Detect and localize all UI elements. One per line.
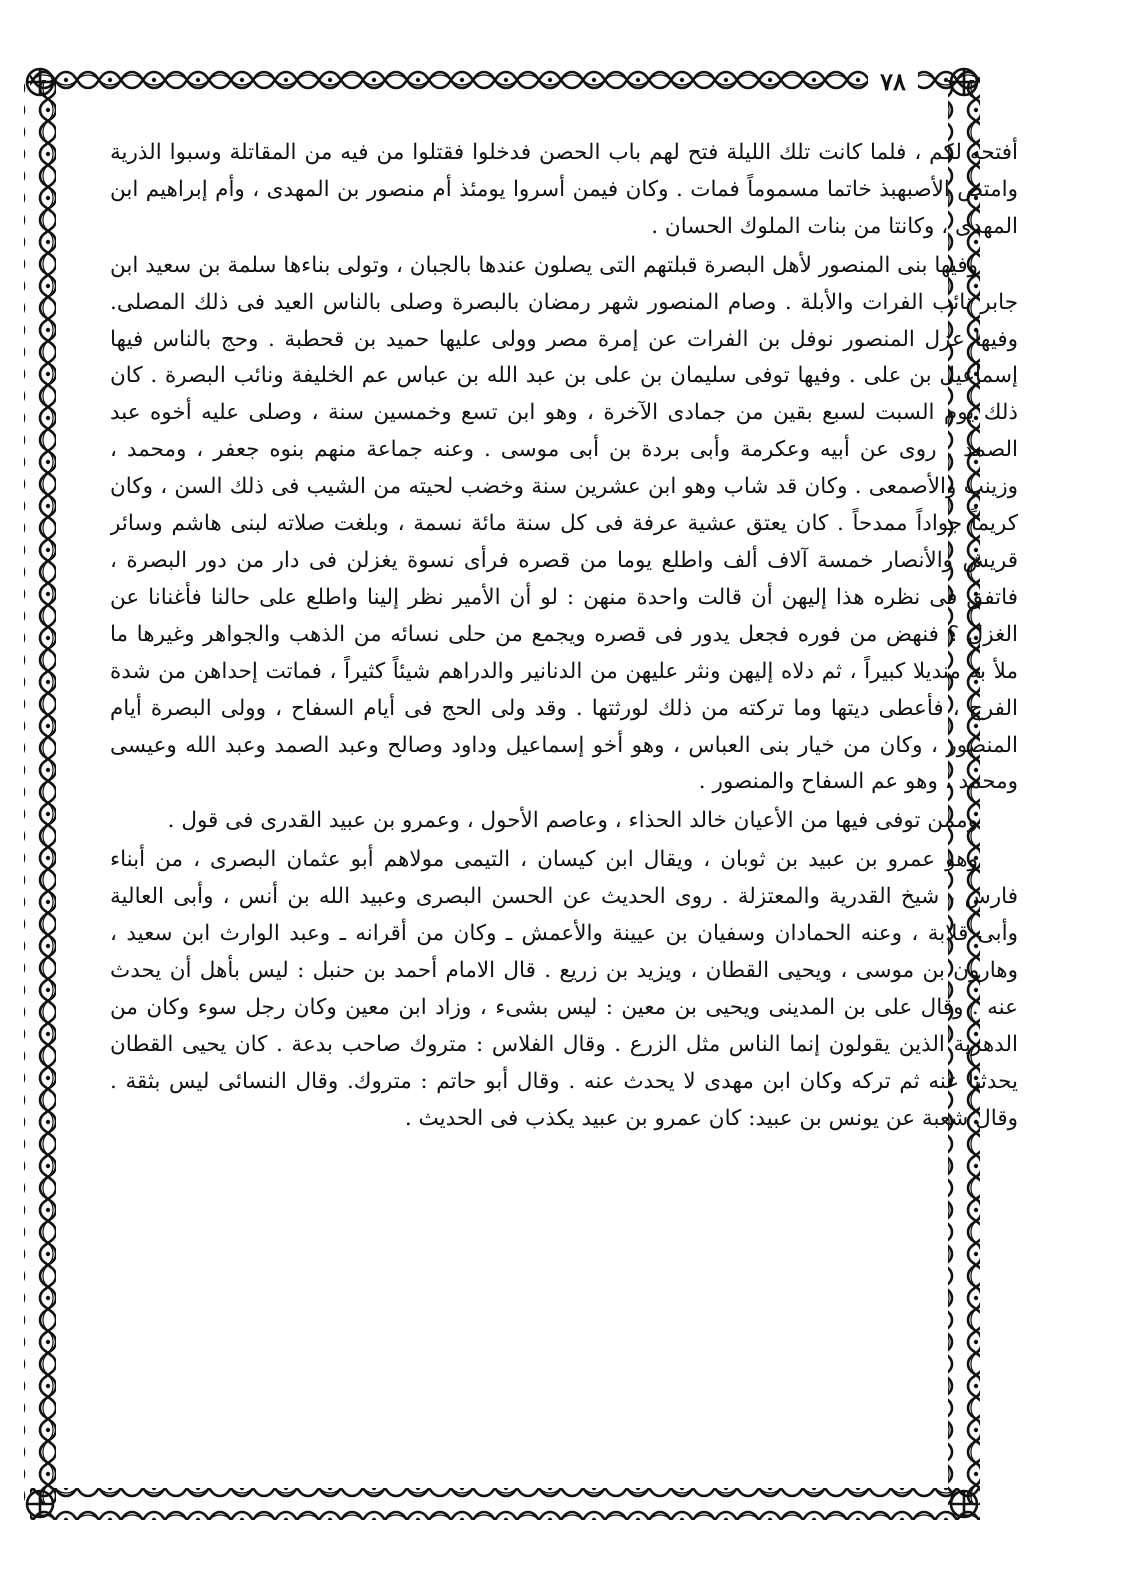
corner-knot-tl — [27, 69, 53, 95]
border-left — [24, 80, 56, 1505]
paragraph-3: وممن توفى فيها من الأعيان خالد الحذاء ، وعاصم الأحول ، وعمرو بن عبيد القدرى فى قول . — [167, 808, 978, 834]
border-top — [30, 66, 980, 98]
border-bottom — [30, 1488, 980, 1520]
paragraph-2: وفيها بنى المنصور لأهل البصرة قبلتهم التى يصلون عندها بالجبان ، وتولى بناءها سلمة بن سعيد ابن جابر نائب الفرات والأبلة . وصام المنصور شهر رمضان بالبصرة وصلى بالناس العيد فى ذلك المصلى. وفيها عزل المنصور نوفل بن الفرات عن إمرة مصر وولى عليها حميد بن قحطبة . وحج بالناس فيها إسماعيل بن على . وفيها توفى سليمان بن على بن عبد الله بن عباس عم الخليفة ونائب البصرة . كان ذلك يوم السبت لسبع بقين من جمادى الآخرة ، وهو ابن تسع وخمسين سنة ، وصلى عليه أخوه عبد الصمد . روى عن أبيه وعكرمة وأبى بردة بن أبى موسى . وعنه جماعة منهم بنوه جعفر ، ومحمد ، وزينب والأصمعى . وكان قد شاب وهو ابن عشرين سنة وخضب لحيته من الشيب فى ذلك السن ، وكان كريماً جواداً ممدحاً . كان يعتق عشية عرفة فى كل سنة مائة نسمة ، وبلغت صلاته لبنى هاشم وسائر قريش والأنصار خمسة آلاف ألف واطلع يوما من قصره فرأى نسوة يغزلن فى دار من دور البصرة ، فاتفق فى نظره هذا إليهن أن قالت واحدة منهن : لو أن الأمير نظر إلينا واطلع على حالنا فأغنانا عن الغزل ؟ فنهض من فوره فجعل يدور فى قصره ويجمع من حلى نسائه من الذهب والجواهر وغيرها ما ملأ به منديلا كبيراً ، ثم دلاه إليهن ونثر عليهن من الدنانير والدراهم شيئاً كثيراً ، فماتت إحداهن من شدة الفرح ، فأعطى ديتها وما تركته من ذلك لورثتها . وقد ولى الحج فى أيام السفاح ، وولى البصرة أيام المنصور ، وكان من خيار بنى العباس ، وهو أخو إسماعيل وداود وصالح وعبد الصمد وعبد الله وعيسى ومحمد ، وهو عم السفاح والمنصور . — [110, 252, 1018, 795]
page-body — [110, 135, 1018, 1470]
corner-knot-br — [951, 1491, 977, 1517]
page-number: ٧٨ — [868, 62, 918, 102]
paragraph-4: وهو عمرو بن عبيد بن ثوبان ، ويقال ابن كيسان ، التيمى مولاهم أبو عثمان البصرى ، من أبناء فارس ، شيخ القدرية والمعتزلة . روى الحديث عن الحسن البصرى وعبيد الله بن أنس ، وأبى العالية وأبى قلابة ، وعنه الحمادان وسفيان بن عيينة والأعمش ـ وكان من أقرانه ـ وعبد الوارث ابن سعيد ، وهارون بن موسى ، ويحيى القطان ، ويزيد بن زريع . قال الامام أحمد بن حنبل : ليس بأهل أن يحدث عنه . وقال على بن المدينى ويحيى بن معين : ليس بشىء ، وزاد ابن معين وكان رجل سوء وكان من الدهرية الذين يقولون إنما الناس مثل الزرع . وقال الفلاس : متروك صاحب بدعة . كان يحيى القطان يحدثنا عنه ثم تركه وكان ابن مهدى لا يحدث عنه . وقال أبو حاتم : متروك. وقال النسائى ليس بثقة . وقال شعبة عن يونس بن عبيد: كان عمرو بن عبيد يكذب فى الحديث . — [110, 847, 1018, 1131]
corner-knot-bl — [27, 1491, 53, 1517]
corner-knot-tr — [951, 69, 977, 95]
paragraph-1: أفتحه لكم ، فلما كانت تلك الليلة فتح لهم باب الحصن فدخلوا فقتلوا من فيه من المقاتلة وسبوا الذرية وامتص الأصبهبذ خاتما مسموماً فمات . وكان فيمن أسروا يومئذ أم منصور بن المهدى ، وأم إبراهيم ابن المهدى ، وكانتا من بنات الملوك الحسان . — [110, 140, 1018, 239]
